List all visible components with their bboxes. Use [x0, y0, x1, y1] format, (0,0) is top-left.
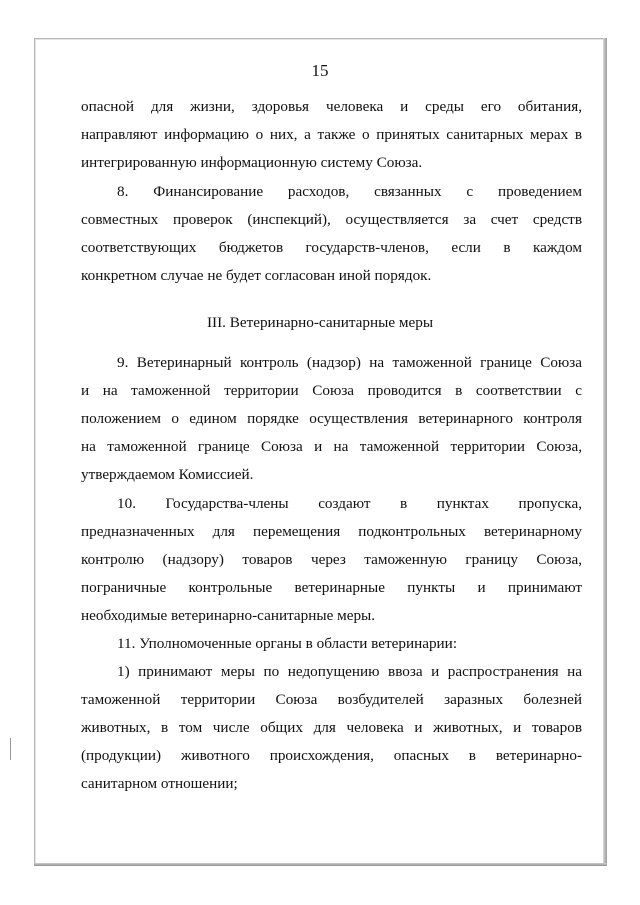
paragraph-line: соответствующих бюджетов государств-членов, если в каждом [81, 239, 582, 256]
paragraph-line: контролю (надзору) товаров через таможенную границу Союза, [81, 551, 582, 568]
paragraph-line: направляют информацию о них, а также о принятых санитарных мерах в [81, 126, 582, 143]
paragraph-line: утверждаемом Комиссией. [81, 466, 254, 483]
paragraph-line: санитарном отношении; [81, 775, 238, 792]
paragraph-line: положением о едином порядке осуществления ветеринарного контроля [81, 410, 582, 427]
margin-mark [10, 738, 11, 760]
paragraph-line: 11. Уполномоченные органы в области ветеринарии: [117, 635, 458, 652]
paragraph-line: пограничные контрольные ветеринарные пункты и принимают [81, 579, 582, 596]
paragraph-line: таможенной территории Союза возбудителей заразных болезней [81, 691, 582, 708]
paragraph-line: необходимые ветеринарно-санитарные меры. [81, 607, 376, 624]
paragraph-line: опасной для жизни, здоровья человека и среды его обитания, [81, 98, 582, 115]
paragraph-line: предназначенных для перемещения подконтрольных ветеринарному [81, 523, 582, 540]
paragraph-line: на таможенной границе Союза и на таможенной территории Союза, [81, 438, 582, 455]
paragraph-line: 9. Ветеринарный контроль (надзор) на таможенной границе Союза [117, 354, 582, 371]
paragraph-line: 1) принимают меры по недопущению ввоза и распространения на [117, 663, 582, 680]
paragraph-line: совместных проверок (инспекций), осуществляется за счет средств [81, 211, 582, 228]
page-number: 15 [311, 61, 329, 80]
paragraph-line: (продукции) животного происхождения, опасных в ветеринарно- [81, 747, 582, 764]
scan-frame-shadow-right [603, 38, 607, 866]
paragraph-line: животных, в том числе общих для человека и животных, и товаров [81, 719, 582, 736]
paragraph-line: 8. Финансирование расходов, связанных с проведением [117, 183, 582, 200]
section-heading: III. Ветеринарно-санитарные меры [206, 314, 434, 331]
paragraph-line: 10. Государства-члены создают в пунктах пропуска, [117, 495, 582, 512]
paragraph-line: и на таможенной территории Союза проводится в соответствии с [81, 382, 582, 399]
scan-frame-shadow-bottom [34, 863, 607, 866]
paragraph-line: интегрированную информационную систему Союза. [81, 154, 423, 171]
paragraph-line: конкретном случае не будет согласован иной порядок. [81, 267, 432, 284]
